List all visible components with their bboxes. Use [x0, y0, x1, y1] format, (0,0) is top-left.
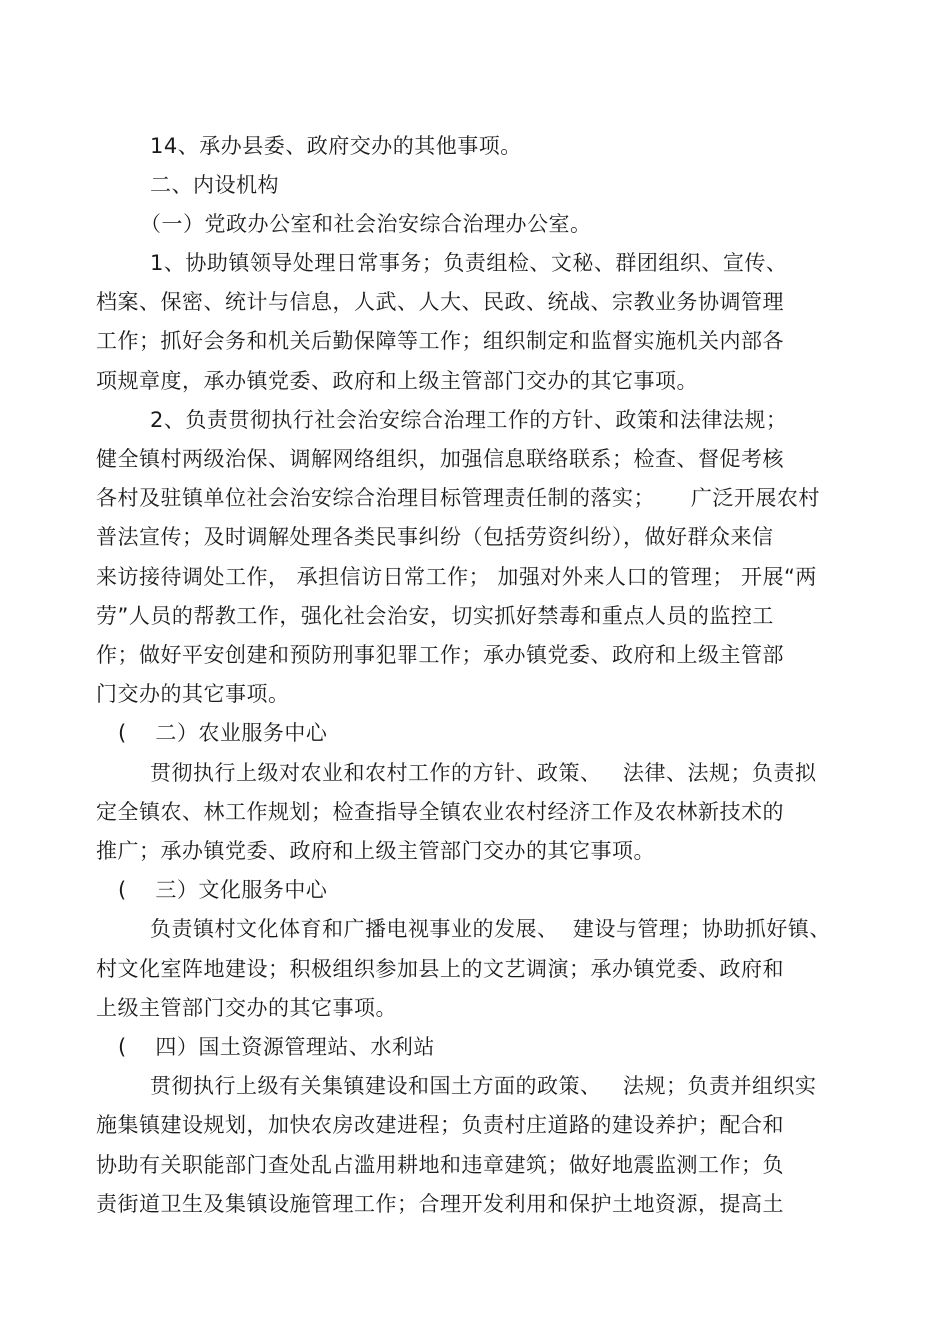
text-line: 档案、保密、统计与信息，人武、人大、民政、统战、宗教业务协调管理: [96, 290, 784, 314]
text-line: 2、负责贯彻执行社会治安综合治理工作的方针、政策和法律法规；: [150, 408, 788, 432]
text-line: 协助有关职能部门查处乱占滥用耕地和违章建筑；做好地震监测工作；负: [96, 1153, 784, 1177]
text-line: 1、协助镇领导处理日常事务；负责组检、文秘、群团组织、宣传、: [150, 251, 788, 275]
text-line: 项规章度，承办镇党委、政府和上级主管部门交办的其它事项。: [96, 369, 698, 393]
subsection-heading: ( 三）文化服务中心: [118, 878, 328, 902]
text-line: 各村及驻镇单位社会治安综合治理目标管理责任制的落实； 广泛开展农村: [96, 486, 820, 510]
text-line: 责街道卫生及集镇设施管理工作；合理开发利用和保护土地资源，提高土: [96, 1192, 784, 1216]
text-line: 贯彻执行上级有关集镇建设和国土方面的政策、 法规；负责并组织实: [150, 1074, 817, 1098]
text-line: 劳”人员的帮教工作，强化社会治安，切实抓好禁毒和重点人员的监控工: [96, 604, 774, 628]
text-line: 普法宣传；及时调解处理各类民事纠纷（包括劳资纠纷），做好群众来信: [96, 525, 774, 549]
text-line: 来访接待调处工作， 承担信访日常工作； 加强对外来人口的管理； 开展“两: [96, 565, 817, 589]
text-line: 健全镇村两级治保、调解网络组织，加强信息联络联系；检查、督促考核: [96, 447, 784, 471]
section-heading: 二、内设机构: [150, 173, 279, 197]
text-line: 推广；承办镇党委、政府和上级主管部门交办的其它事项。: [96, 839, 655, 863]
text-line: 作；做好平安创建和预防刑事犯罪工作；承办镇党委、政府和上级主管部: [96, 643, 784, 667]
text-line: 门交办的其它事项。: [96, 682, 290, 706]
text-line: 村文化室阵地建设；积极组织参加县上的文艺调演；承办镇党委、政府和: [96, 957, 784, 981]
text-line: 施集镇建设规划，加快农房改建进程；负责村庄道路的建设养护；配合和: [96, 1113, 784, 1137]
subsection-heading: ( 四）国土资源管理站、水利站: [118, 1035, 435, 1059]
text-line: 工作；抓好会务和机关后勤保障等工作；组织制定和监督实施机关内部各: [96, 329, 784, 353]
subsection-heading: ( 二）农业服务中心: [118, 721, 328, 745]
text-line: 定全镇农、林工作规划；检查指导全镇农业农村经济工作及农林新技术的: [96, 800, 784, 824]
text-line: 14、承办县委、政府交办的其他事项。: [150, 134, 522, 158]
text-line: 上级主管部门交办的其它事项。: [96, 996, 397, 1020]
text-line: 贯彻执行上级对农业和农村工作的方针、政策、 法律、法规；负责拟: [150, 761, 817, 785]
text-line: 负责镇村文化体育和广播电视事业的发展、 建设与管理；协助抓好镇、: [150, 917, 831, 941]
subsection-heading: （一）党政办公室和社会治安综合治理办公室。: [140, 212, 592, 236]
